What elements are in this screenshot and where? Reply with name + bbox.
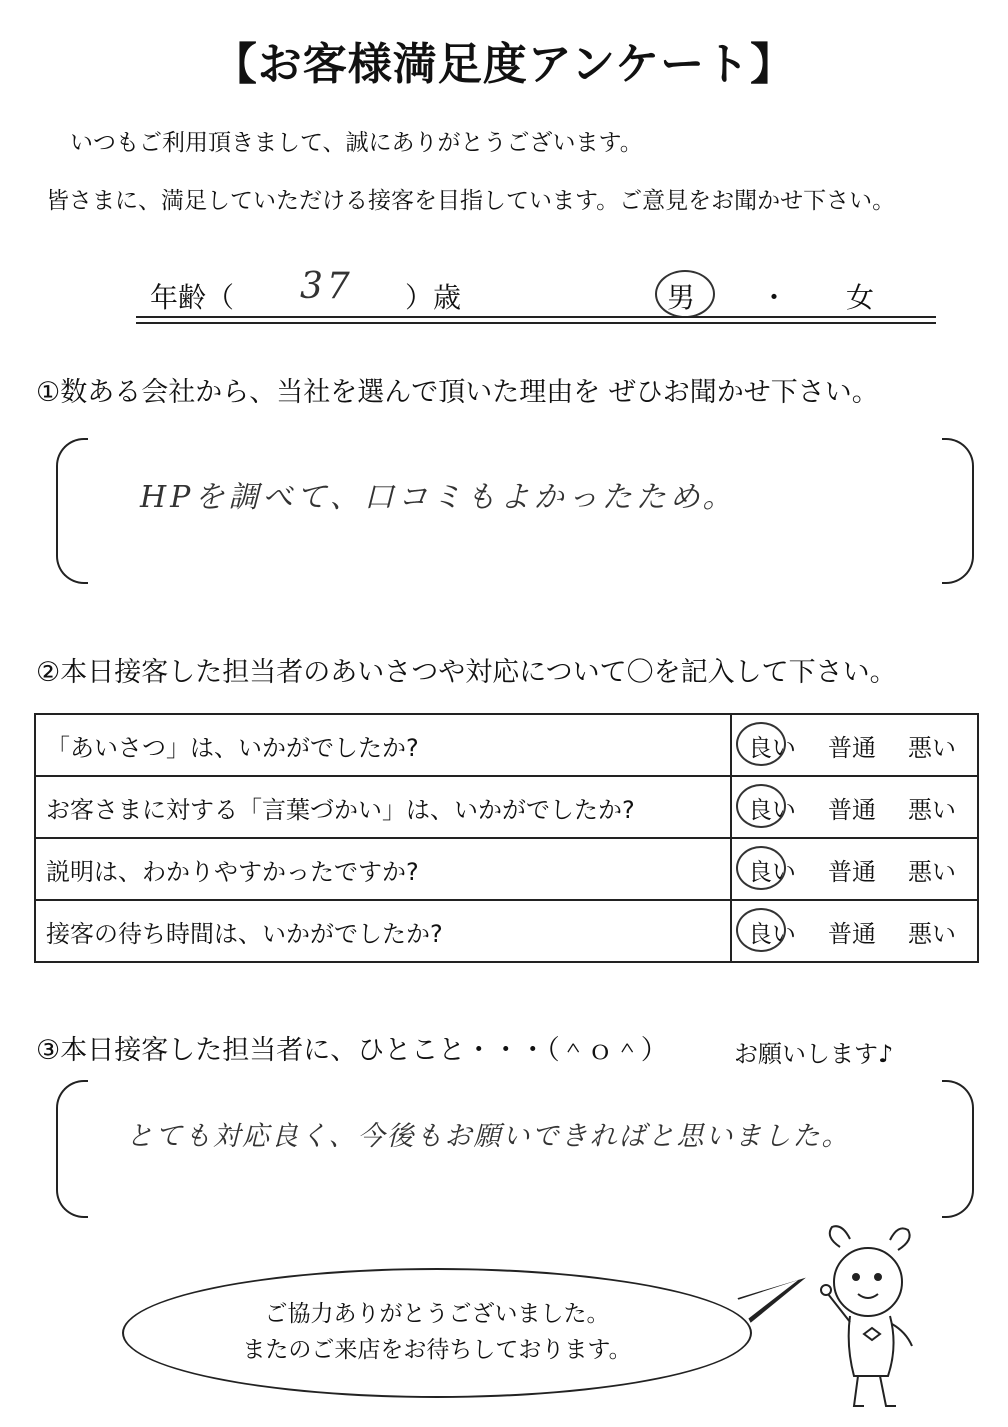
rating-options (731, 714, 978, 776)
rating-row (35, 714, 978, 776)
speech-bubble (122, 1268, 752, 1398)
option-normal[interactable]: 普通 (828, 733, 876, 762)
answer-3-text[interactable]: とても対応良く、今後もお願いできればと思いました。 (126, 1121, 851, 1152)
mascot-character-icon (810, 1222, 940, 1412)
closing-line-2: またのご来店をお待ちしております。 (242, 1337, 632, 1363)
option-normal[interactable]: 普通 (828, 857, 876, 886)
question-1: ①数ある会社から、当社を選んで頂いた理由を ぜひお聞かせ下さい。 (36, 377, 879, 408)
answer-3-bracket-right (942, 1080, 974, 1218)
age-value[interactable]: 37 (300, 266, 354, 307)
gender-male[interactable]: 男 (667, 281, 696, 314)
closing-line-1: ご協力ありがとうございました。 (264, 1301, 610, 1327)
rating-question: 「あいさつ」は、いかがでしたか? (35, 714, 731, 776)
intro-line-1: いつもご利用頂きまして、誠にありがとうございます。 (70, 130, 643, 156)
answer-1-bracket-left (56, 438, 88, 584)
answer-3-bracket-left (56, 1080, 88, 1218)
rating-row (35, 776, 978, 838)
rating-row (35, 838, 978, 900)
option-bad[interactable]: 悪い (908, 733, 956, 762)
intro-line-2: 皆さまに、満足していただける接客を目指しています。ご意見をお聞かせ下さい。 (46, 188, 896, 214)
question-2: ②本日接客した担当者のあいさつや対応について〇を記入して下さい。 (36, 657, 897, 688)
option-normal[interactable]: 普通 (828, 919, 876, 948)
rating-question: 説明は、わかりやすかったですか? (35, 838, 731, 900)
option-good[interactable]: 良い (732, 790, 812, 825)
option-bad[interactable]: 悪い (908, 795, 956, 824)
rating-options (731, 900, 978, 962)
option-good[interactable]: 良い (732, 914, 812, 949)
rating-question: 接客の待ち時間は、いかがでしたか? (35, 900, 731, 962)
answer-1-text[interactable]: HPを調べて、口コミもよかったため。 (140, 480, 737, 515)
rating-options (731, 838, 978, 900)
option-good[interactable]: 良い (732, 728, 812, 763)
question-3-request: お願いします♪ (734, 1040, 894, 1068)
answer-1-bracket-right (942, 438, 974, 584)
rating-table (34, 713, 979, 963)
age-label: 年齢（ (150, 281, 235, 314)
option-normal[interactable]: 普通 (828, 795, 876, 824)
rating-row (35, 900, 978, 962)
gender-female[interactable]: 女 (846, 281, 875, 314)
rating-question: お客さまに対する「言葉づかい」は、いかがでしたか? (35, 776, 731, 838)
rating-options (731, 776, 978, 838)
question-3: ③本日接客した担当者に、ひとこと・・・（＾ｏ＾） (36, 1035, 668, 1066)
option-bad[interactable]: 悪い (908, 857, 956, 886)
page-title: 【お客様満足度アンケート】 (212, 39, 796, 90)
option-good[interactable]: 良い (732, 852, 812, 887)
age-underline-1 (136, 316, 936, 318)
age-suffix: ）歳 (405, 281, 462, 314)
age-underline-2 (136, 322, 936, 324)
option-bad[interactable]: 悪い (908, 919, 956, 948)
gender-separator: ・ (760, 281, 789, 314)
